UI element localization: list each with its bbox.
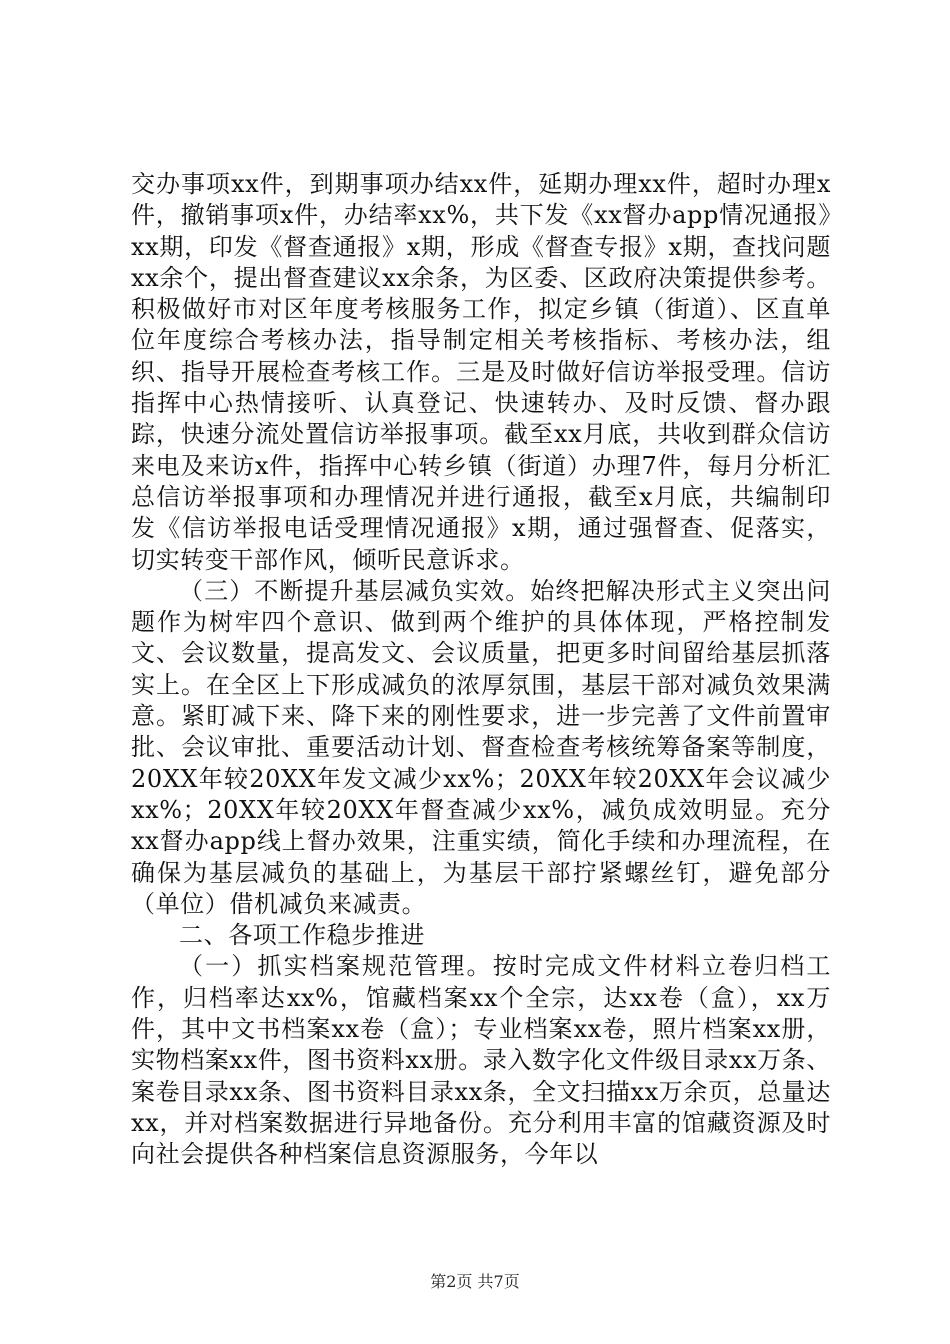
page-footer (0, 1272, 950, 1292)
paragraph-archive-management: （一）抓实档案规范管理。按时完成文件材料立卷归档工作，归档率达xx%，馆藏档案xx个全宗，达xx卷（盒），xx万件，其中文书档案xx卷（盒）；专业档案xx卷，照片档案xx册，实物档案xx件，图书资料xx册。录入数字化文件级目录xx万条、案卷目录xx条、图书资料目录xx条，全文扫描xx万余页，总量达xx，并对档案数据进行异地备份。充分利用丰富的馆藏资源及时向社会提供各种档案信息资源服务，今年以 (131, 952, 831, 1169)
document-body (131, 169, 831, 1171)
page-number: 第2页 共7页 (430, 1272, 520, 1291)
paragraph-continuation: 交办事项xx件，到期事项办结xx件，延期办理xx件，超时办理x件，撤销事项x件，办结率xx%，共下发《xx督办app情况通报》xx期，印发《督查通报》x期，形成《督查专报》x期，查找问题xx余个，提出督查建议xx余条，为区委、区政府决策提供参考。积极做好市对区年度考核服务工作，拟定乡镇（街道）、区直单位年度综合考核办法，指导制定相关考核指标、考核办法，组织、指导开展检查考核工作。三是及时做好信访举报受理。信访指挥中心热情接听、认真登记、快速转办、及时反馈、督办跟踪，快速分流处置信访举报事项。截至xx月底，共收到群众信访来电及来访x件，指挥中心转乡镇（街道）办理7件，每月分析汇总信访举报事项和办理情况并进行通报，截至x月底，共编制印发《信访举报电话受理情况通报》x期，通过强督查、促落实，切实转变干部作风，倾听民意诉求。 (131, 170, 831, 574)
section-heading-two: 二、各项工作稳步推进 (179, 921, 425, 950)
paragraph-section-three: （三）不断提升基层减负实效。始终把解决形式主义突出问题作为树牢四个意识、做到两个维护的具体体现，严格控制发文、会议数量，提高发文、会议质量，把更多时间留给基层抓落实上。在全区上下形成减负的浓厚氛围，基层干部对减负效果满意。紧盯减下来、降下来的刚性要求，进一步完善了文件前置审批、会议审批、重要活动计划、督查检查考核统筹备案等制度，20XX年较20XX年发文减少xx%；20XX年较20XX年会议减少xx%；20XX年较20XX年督查减少xx%，减负成效明显。充分xx督办app线上督办效果，注重实绩，简化手续和办理流程，在确保为基层减负的基础上，为基层干部拧紧螺丝钉，避免部分（单位）借机减负来减责。 (131, 576, 831, 918)
